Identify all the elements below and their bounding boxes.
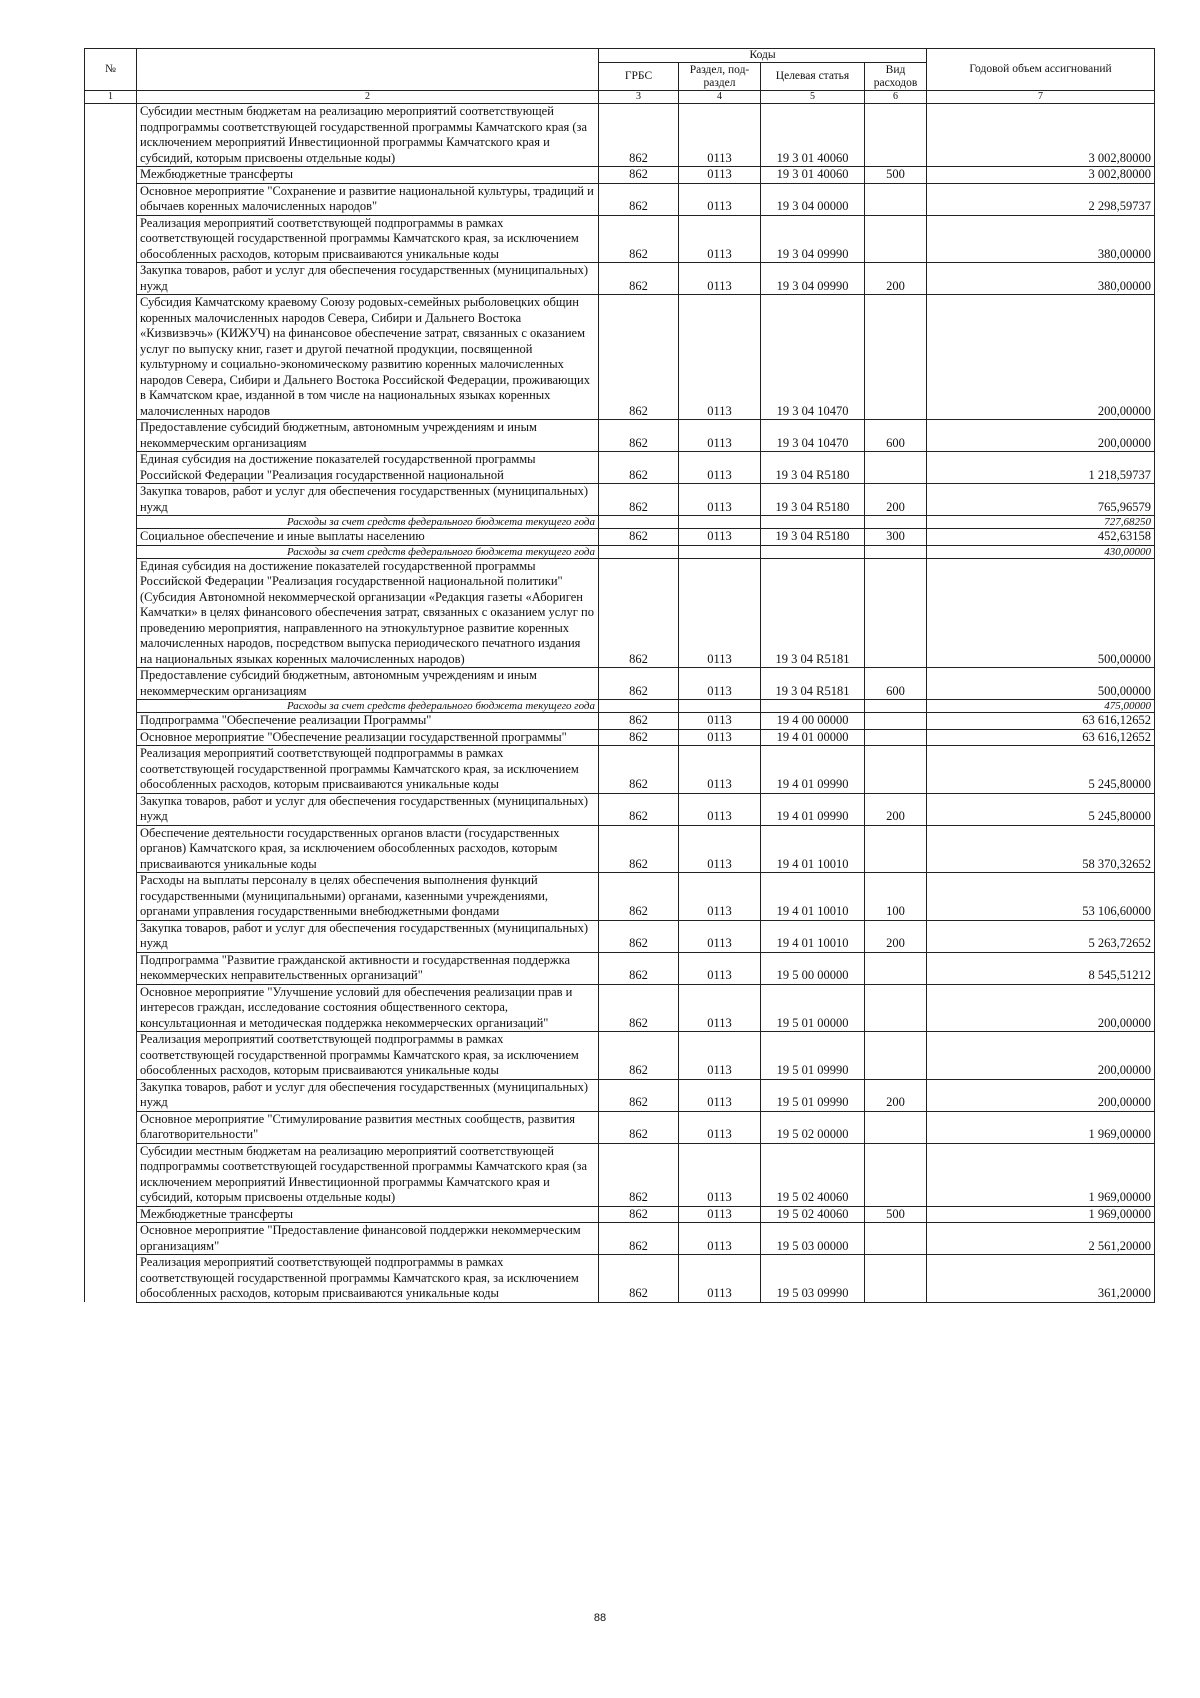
row-expense-type bbox=[865, 1223, 927, 1255]
row-target-article: 19 5 02 40060 bbox=[761, 1206, 865, 1223]
row-name: Основное мероприятие "Предоставление финансовой поддержки некоммерческим организациям" bbox=[137, 1223, 599, 1255]
row-name: Основное мероприятие "Обеспечение реализации государственной программы" bbox=[137, 729, 599, 746]
row-target-article: 19 3 04 R5181 bbox=[761, 668, 865, 700]
row-grbs bbox=[599, 516, 679, 529]
row-amount: 430,00000 bbox=[927, 545, 1155, 558]
table-row bbox=[85, 984, 1155, 1032]
row-section: 0113 bbox=[679, 746, 761, 794]
row-index-cell bbox=[85, 746, 137, 794]
row-name: Расходы за счет средств федерального бюджета текущего года bbox=[137, 700, 599, 713]
row-name: Предоставление субсидий бюджетным, автономным учреждениям и иным некоммерческим организациям bbox=[137, 668, 599, 700]
row-target-article: 19 3 04 09990 bbox=[761, 263, 865, 295]
table-row bbox=[85, 873, 1155, 921]
row-section: 0113 bbox=[679, 215, 761, 263]
row-expense-type: 200 bbox=[865, 263, 927, 295]
row-expense-type bbox=[865, 183, 927, 215]
row-index-cell bbox=[85, 873, 137, 921]
row-target-article: 19 4 01 09990 bbox=[761, 746, 865, 794]
header-index-3: 3 bbox=[599, 91, 679, 104]
table-body bbox=[85, 104, 1155, 1303]
row-index-cell bbox=[85, 529, 137, 546]
table-row bbox=[85, 104, 1155, 167]
header-section: Раздел, под-раздел bbox=[679, 63, 761, 91]
row-index-cell bbox=[85, 1143, 137, 1206]
row-amount: 53 106,60000 bbox=[927, 873, 1155, 921]
row-target-article: 19 5 01 09990 bbox=[761, 1032, 865, 1080]
row-index-cell bbox=[85, 1206, 137, 1223]
header-index-7: 7 bbox=[927, 91, 1155, 104]
row-name: Реализация мероприятий соответствующей подпрограммы в рамках соответствующей государственной программы Камчатского края, за исключением обособленных расходов, которым присваиваются уникальные коды bbox=[137, 1032, 599, 1080]
row-index-cell bbox=[85, 104, 137, 167]
row-name: Закупка товаров, работ и услуг для обеспечения государственных (муниципальных) нужд bbox=[137, 920, 599, 952]
row-name: Социальное обеспечение и иные выплаты населению bbox=[137, 529, 599, 546]
row-target-article: 19 5 01 09990 bbox=[761, 1079, 865, 1111]
row-target-article: 19 3 04 R5181 bbox=[761, 558, 865, 668]
row-target-article: 19 4 01 00000 bbox=[761, 729, 865, 746]
row-index-cell bbox=[85, 920, 137, 952]
header-index-4: 4 bbox=[679, 91, 761, 104]
row-grbs: 862 bbox=[599, 1223, 679, 1255]
row-name: Единая субсидия на достижение показателей государственной программы Российской Федерации "Реализация государственной национальной bbox=[137, 452, 599, 484]
row-amount: 5 263,72652 bbox=[927, 920, 1155, 952]
row-expense-type bbox=[865, 984, 927, 1032]
row-target-article: 19 4 00 00000 bbox=[761, 713, 865, 730]
row-grbs: 862 bbox=[599, 484, 679, 516]
row-section: 0113 bbox=[679, 420, 761, 452]
row-target-article: 19 4 01 10010 bbox=[761, 920, 865, 952]
table-row bbox=[85, 452, 1155, 484]
row-expense-type bbox=[865, 545, 927, 558]
row-amount: 500,00000 bbox=[927, 558, 1155, 668]
row-section: 0113 bbox=[679, 263, 761, 295]
row-section: 0113 bbox=[679, 873, 761, 921]
row-grbs: 862 bbox=[599, 668, 679, 700]
row-grbs: 862 bbox=[599, 873, 679, 921]
row-amount: 200,00000 bbox=[927, 1079, 1155, 1111]
row-name: Подпрограмма "Развитие гражданской активности и государственная поддержка некоммерческих неправительственных организаций" bbox=[137, 952, 599, 984]
table-row bbox=[85, 1255, 1155, 1303]
budget-table bbox=[84, 48, 1155, 1303]
row-grbs: 862 bbox=[599, 263, 679, 295]
row-name: Закупка товаров, работ и услуг для обеспечения государственных (муниципальных) нужд bbox=[137, 484, 599, 516]
table-row bbox=[85, 793, 1155, 825]
table-row bbox=[85, 746, 1155, 794]
row-index-cell bbox=[85, 1079, 137, 1111]
row-amount: 200,00000 bbox=[927, 295, 1155, 420]
row-section: 0113 bbox=[679, 952, 761, 984]
row-amount: 361,20000 bbox=[927, 1255, 1155, 1303]
row-amount: 1 969,00000 bbox=[927, 1206, 1155, 1223]
row-grbs: 862 bbox=[599, 295, 679, 420]
row-grbs bbox=[599, 700, 679, 713]
row-amount: 1 969,00000 bbox=[927, 1143, 1155, 1206]
row-grbs: 862 bbox=[599, 529, 679, 546]
table-row bbox=[85, 952, 1155, 984]
row-name: Закупка товаров, работ и услуг для обеспечения государственных (муниципальных) нужд bbox=[137, 793, 599, 825]
row-expense-type: 200 bbox=[865, 1079, 927, 1111]
row-expense-type bbox=[865, 104, 927, 167]
table-row bbox=[85, 529, 1155, 546]
table-row bbox=[85, 920, 1155, 952]
row-name: Единая субсидия на достижение показателей государственной программы Российской Федерации "Реализация государственной национальной политики" (Субсидия Автономной некоммерческой организации «Редакция газеты «Абориген Камчатки» в целях финансового обеспечения затрат, связанных с оказанием услуг по проведению мероприятия, направленного на этнокультурное развитие коренных малочисленных народов, посредством выпуска периодического печатного издания на национальных языках коренных малочисленных народов) bbox=[137, 558, 599, 668]
row-grbs: 862 bbox=[599, 793, 679, 825]
row-section: 0113 bbox=[679, 1206, 761, 1223]
row-index-cell bbox=[85, 793, 137, 825]
row-section: 0113 bbox=[679, 104, 761, 167]
header-index-2: 2 bbox=[137, 91, 599, 104]
row-amount: 200,00000 bbox=[927, 1032, 1155, 1080]
row-expense-type bbox=[865, 295, 927, 420]
row-expense-type bbox=[865, 825, 927, 873]
table-row bbox=[85, 1111, 1155, 1143]
row-target-article: 19 3 04 R5180 bbox=[761, 452, 865, 484]
row-index-cell bbox=[85, 729, 137, 746]
row-grbs: 862 bbox=[599, 420, 679, 452]
row-grbs: 862 bbox=[599, 825, 679, 873]
table-row bbox=[85, 215, 1155, 263]
row-section: 0113 bbox=[679, 793, 761, 825]
row-section bbox=[679, 516, 761, 529]
row-target-article: 19 3 04 00000 bbox=[761, 183, 865, 215]
row-expense-type bbox=[865, 746, 927, 794]
table-note-row bbox=[85, 700, 1155, 713]
row-grbs: 862 bbox=[599, 1032, 679, 1080]
row-index-cell bbox=[85, 545, 137, 558]
header-grbs: ГРБС bbox=[599, 63, 679, 91]
table-row bbox=[85, 713, 1155, 730]
row-grbs: 862 bbox=[599, 1206, 679, 1223]
row-target-article bbox=[761, 700, 865, 713]
row-amount: 3 002,80000 bbox=[927, 167, 1155, 184]
row-grbs: 862 bbox=[599, 1143, 679, 1206]
row-amount: 5 245,80000 bbox=[927, 746, 1155, 794]
table-row bbox=[85, 558, 1155, 668]
row-target-article: 19 3 04 10470 bbox=[761, 420, 865, 452]
row-section bbox=[679, 545, 761, 558]
row-section: 0113 bbox=[679, 167, 761, 184]
row-index-cell bbox=[85, 700, 137, 713]
row-expense-type: 200 bbox=[865, 920, 927, 952]
row-expense-type: 200 bbox=[865, 484, 927, 516]
row-index-cell bbox=[85, 984, 137, 1032]
row-expense-type bbox=[865, 952, 927, 984]
table-row bbox=[85, 1206, 1155, 1223]
row-amount: 63 616,12652 bbox=[927, 729, 1155, 746]
row-index-cell bbox=[85, 668, 137, 700]
row-expense-type: 500 bbox=[865, 1206, 927, 1223]
row-name: Расходы на выплаты персоналу в целях обеспечения выполнения функций государственными (муниципальными) органами, казенными учреждениями, органами управления государственными внебюджетными фондами bbox=[137, 873, 599, 921]
row-name: Подпрограмма "Обеспечение реализации Программы" bbox=[137, 713, 599, 730]
table-row bbox=[85, 729, 1155, 746]
row-expense-type bbox=[865, 558, 927, 668]
row-target-article: 19 5 02 40060 bbox=[761, 1143, 865, 1206]
page-number: 88 bbox=[593, 1612, 607, 1624]
row-amount: 727,68250 bbox=[927, 516, 1155, 529]
header-expense-type: Вид расходов bbox=[865, 63, 927, 91]
row-section: 0113 bbox=[679, 1032, 761, 1080]
header-index-5: 5 bbox=[761, 91, 865, 104]
row-grbs: 862 bbox=[599, 984, 679, 1032]
row-index-cell bbox=[85, 452, 137, 484]
row-name: Закупка товаров, работ и услуг для обеспечения государственных (муниципальных) нужд bbox=[137, 263, 599, 295]
row-target-article: 19 5 03 00000 bbox=[761, 1223, 865, 1255]
row-amount: 5 245,80000 bbox=[927, 793, 1155, 825]
budget-table-page bbox=[84, 48, 1154, 1303]
row-expense-type bbox=[865, 1111, 927, 1143]
row-index-cell bbox=[85, 295, 137, 420]
row-expense-type bbox=[865, 215, 927, 263]
row-amount: 2 561,20000 bbox=[927, 1223, 1155, 1255]
row-name: Реализация мероприятий соответствующей подпрограммы в рамках соответствующей государственной программы Камчатского края, за исключением обособленных расходов, которым присваиваются уникальные коды bbox=[137, 1255, 599, 1303]
row-section: 0113 bbox=[679, 484, 761, 516]
row-index-cell bbox=[85, 1255, 137, 1303]
row-index-cell bbox=[85, 558, 137, 668]
row-expense-type: 100 bbox=[865, 873, 927, 921]
row-amount: 200,00000 bbox=[927, 984, 1155, 1032]
row-amount: 475,00000 bbox=[927, 700, 1155, 713]
row-name: Межбюджетные трансферты bbox=[137, 167, 599, 184]
row-index-cell bbox=[85, 825, 137, 873]
header-index-1: 1 bbox=[85, 91, 137, 104]
row-grbs: 862 bbox=[599, 952, 679, 984]
row-name: Основное мероприятие "Улучшение условий для обеспечения реализации прав и интересов граждан, исследование состояния общественного сектора, консультационная и методическая поддержка некоммерческих организаций" bbox=[137, 984, 599, 1032]
row-name: Основное мероприятие "Стимулирование развития местных сообществ, развития благотворительности" bbox=[137, 1111, 599, 1143]
row-target-article: 19 4 01 10010 bbox=[761, 825, 865, 873]
table-row bbox=[85, 263, 1155, 295]
row-section: 0113 bbox=[679, 452, 761, 484]
row-section: 0113 bbox=[679, 558, 761, 668]
table-row bbox=[85, 167, 1155, 184]
header-codes: Коды bbox=[599, 49, 927, 63]
row-section: 0113 bbox=[679, 713, 761, 730]
row-section: 0113 bbox=[679, 729, 761, 746]
table-row bbox=[85, 183, 1155, 215]
header-name bbox=[137, 49, 599, 91]
row-section: 0113 bbox=[679, 984, 761, 1032]
header-annual-volume: Годовой объем ассигнований bbox=[927, 49, 1155, 91]
row-index-cell bbox=[85, 713, 137, 730]
row-expense-type bbox=[865, 452, 927, 484]
row-amount: 765,96579 bbox=[927, 484, 1155, 516]
row-index-cell bbox=[85, 183, 137, 215]
row-target-article: 19 5 03 09990 bbox=[761, 1255, 865, 1303]
row-grbs: 862 bbox=[599, 452, 679, 484]
row-name: Реализация мероприятий соответствующей подпрограммы в рамках соответствующей государственной программы Камчатского края, за исключением обособленных расходов, которым присваиваются уникальные коды bbox=[137, 746, 599, 794]
row-index-cell bbox=[85, 167, 137, 184]
row-section: 0113 bbox=[679, 825, 761, 873]
row-section: 0113 bbox=[679, 1255, 761, 1303]
row-amount: 8 545,51212 bbox=[927, 952, 1155, 984]
row-index-cell bbox=[85, 1223, 137, 1255]
row-target-article: 19 4 01 10010 bbox=[761, 873, 865, 921]
table-row bbox=[85, 668, 1155, 700]
row-target-article bbox=[761, 545, 865, 558]
row-grbs: 862 bbox=[599, 104, 679, 167]
table-row bbox=[85, 295, 1155, 420]
row-section: 0113 bbox=[679, 529, 761, 546]
table-note-row bbox=[85, 545, 1155, 558]
row-target-article bbox=[761, 516, 865, 529]
row-index-cell bbox=[85, 952, 137, 984]
row-expense-type bbox=[865, 1255, 927, 1303]
table-note-row bbox=[85, 516, 1155, 529]
row-grbs: 862 bbox=[599, 1111, 679, 1143]
row-target-article: 19 3 01 40060 bbox=[761, 167, 865, 184]
row-target-article: 19 5 01 00000 bbox=[761, 984, 865, 1032]
row-expense-type: 300 bbox=[865, 529, 927, 546]
table-row bbox=[85, 1079, 1155, 1111]
table-header bbox=[85, 49, 1155, 104]
header-index-6: 6 bbox=[865, 91, 927, 104]
row-name: Субсидии местным бюджетам на реализацию мероприятий соответствующей подпрограммы соответствующей государственной программы Камчатского края (за исключением мероприятий Инвестиционной программы Камчатского края и субсидий, которым присвоены отдельные коды) bbox=[137, 104, 599, 167]
row-expense-type bbox=[865, 700, 927, 713]
row-expense-type bbox=[865, 1143, 927, 1206]
row-grbs: 862 bbox=[599, 167, 679, 184]
row-grbs bbox=[599, 545, 679, 558]
row-name: Субсидии местным бюджетам на реализацию мероприятий соответствующей подпрограммы соответствующей государственной программы Камчатского края (за исключением мероприятий Инвестиционной программы Камчатского края и субсидий, которым присвоены отдельные коды) bbox=[137, 1143, 599, 1206]
row-section: 0113 bbox=[679, 295, 761, 420]
table-row bbox=[85, 1223, 1155, 1255]
row-target-article: 19 3 04 R5180 bbox=[761, 484, 865, 516]
row-index-cell bbox=[85, 263, 137, 295]
row-grbs: 862 bbox=[599, 1079, 679, 1111]
row-expense-type bbox=[865, 516, 927, 529]
row-index-cell bbox=[85, 484, 137, 516]
row-target-article: 19 3 04 10470 bbox=[761, 295, 865, 420]
row-section: 0113 bbox=[679, 668, 761, 700]
row-section: 0113 bbox=[679, 183, 761, 215]
row-name: Предоставление субсидий бюджетным, автономным учреждениям и иным некоммерческим организациям bbox=[137, 420, 599, 452]
row-amount: 200,00000 bbox=[927, 420, 1155, 452]
table-row bbox=[85, 420, 1155, 452]
row-amount: 58 370,32652 bbox=[927, 825, 1155, 873]
row-amount: 1 969,00000 bbox=[927, 1111, 1155, 1143]
row-grbs: 862 bbox=[599, 920, 679, 952]
row-index-cell bbox=[85, 215, 137, 263]
row-section: 0113 bbox=[679, 1079, 761, 1111]
row-expense-type bbox=[865, 713, 927, 730]
row-name: Расходы за счет средств федерального бюджета текущего года bbox=[137, 545, 599, 558]
row-index-cell bbox=[85, 1111, 137, 1143]
row-target-article: 19 3 01 40060 bbox=[761, 104, 865, 167]
row-grbs: 862 bbox=[599, 713, 679, 730]
row-expense-type: 200 bbox=[865, 793, 927, 825]
row-amount: 2 298,59737 bbox=[927, 183, 1155, 215]
row-name: Основное мероприятие "Сохранение и развитие национальной культуры, традиций и обычаев коренных малочисленных народов" bbox=[137, 183, 599, 215]
row-expense-type: 600 bbox=[865, 420, 927, 452]
row-section: 0113 bbox=[679, 1223, 761, 1255]
row-grbs: 862 bbox=[599, 1255, 679, 1303]
row-name: Закупка товаров, работ и услуг для обеспечения государственных (муниципальных) нужд bbox=[137, 1079, 599, 1111]
table-row bbox=[85, 1032, 1155, 1080]
row-amount: 63 616,12652 bbox=[927, 713, 1155, 730]
row-grbs: 862 bbox=[599, 183, 679, 215]
row-name: Реализация мероприятий соответствующей подпрограммы в рамках соответствующей государственной программы Камчатского края, за исключением обособленных расходов, которым присваиваются уникальные коды bbox=[137, 215, 599, 263]
row-amount: 3 002,80000 bbox=[927, 104, 1155, 167]
row-target-article: 19 5 02 00000 bbox=[761, 1111, 865, 1143]
row-index-cell bbox=[85, 420, 137, 452]
row-amount: 452,63158 bbox=[927, 529, 1155, 546]
row-target-article: 19 5 00 00000 bbox=[761, 952, 865, 984]
row-section: 0113 bbox=[679, 1143, 761, 1206]
row-target-article: 19 3 04 R5180 bbox=[761, 529, 865, 546]
table-row bbox=[85, 484, 1155, 516]
header-target-article: Целевая статья bbox=[761, 63, 865, 91]
row-grbs: 862 bbox=[599, 746, 679, 794]
row-section: 0113 bbox=[679, 1111, 761, 1143]
row-index-cell bbox=[85, 516, 137, 529]
row-expense-type bbox=[865, 1032, 927, 1080]
row-grbs: 862 bbox=[599, 558, 679, 668]
row-name: Межбюджетные трансферты bbox=[137, 1206, 599, 1223]
row-grbs: 862 bbox=[599, 215, 679, 263]
row-expense-type bbox=[865, 729, 927, 746]
row-target-article: 19 4 01 09990 bbox=[761, 793, 865, 825]
row-amount: 500,00000 bbox=[927, 668, 1155, 700]
table-row bbox=[85, 825, 1155, 873]
row-grbs: 862 bbox=[599, 729, 679, 746]
row-expense-type: 600 bbox=[865, 668, 927, 700]
row-section bbox=[679, 700, 761, 713]
row-expense-type: 500 bbox=[865, 167, 927, 184]
row-index-cell bbox=[85, 1032, 137, 1080]
row-amount: 380,00000 bbox=[927, 215, 1155, 263]
row-name: Обеспечение деятельности государственных органов власти (государственных органов) Камчатского края, за исключением обособленных расходов, которым присваиваются уникальные коды bbox=[137, 825, 599, 873]
row-section: 0113 bbox=[679, 920, 761, 952]
row-amount: 1 218,59737 bbox=[927, 452, 1155, 484]
row-name: Расходы за счет средств федерального бюджета текущего года bbox=[137, 516, 599, 529]
table-row bbox=[85, 1143, 1155, 1206]
header-num: № bbox=[85, 49, 137, 91]
row-name: Субсидия Камчатскому краевому Союзу родовых-семейных рыболовецких общин коренных малочисленных народов Севера, Сибири и Дальнего Востока «Кизвизвэчь» (КИЖУЧ) на финансовое обеспечение затрат, связанных с оказанием услуг по выпуску книг, газет и другой печатной продукции, посвященной культурному и социально-экономическому развитию коренных малочисленных народов Севера, Сибири и Дальнего Востока Российской Федерации, проживающих в Камчатском крае, изданной в том числе на национальных языках коренных малочисленных народов bbox=[137, 295, 599, 420]
row-amount: 380,00000 bbox=[927, 263, 1155, 295]
row-target-article: 19 3 04 09990 bbox=[761, 215, 865, 263]
